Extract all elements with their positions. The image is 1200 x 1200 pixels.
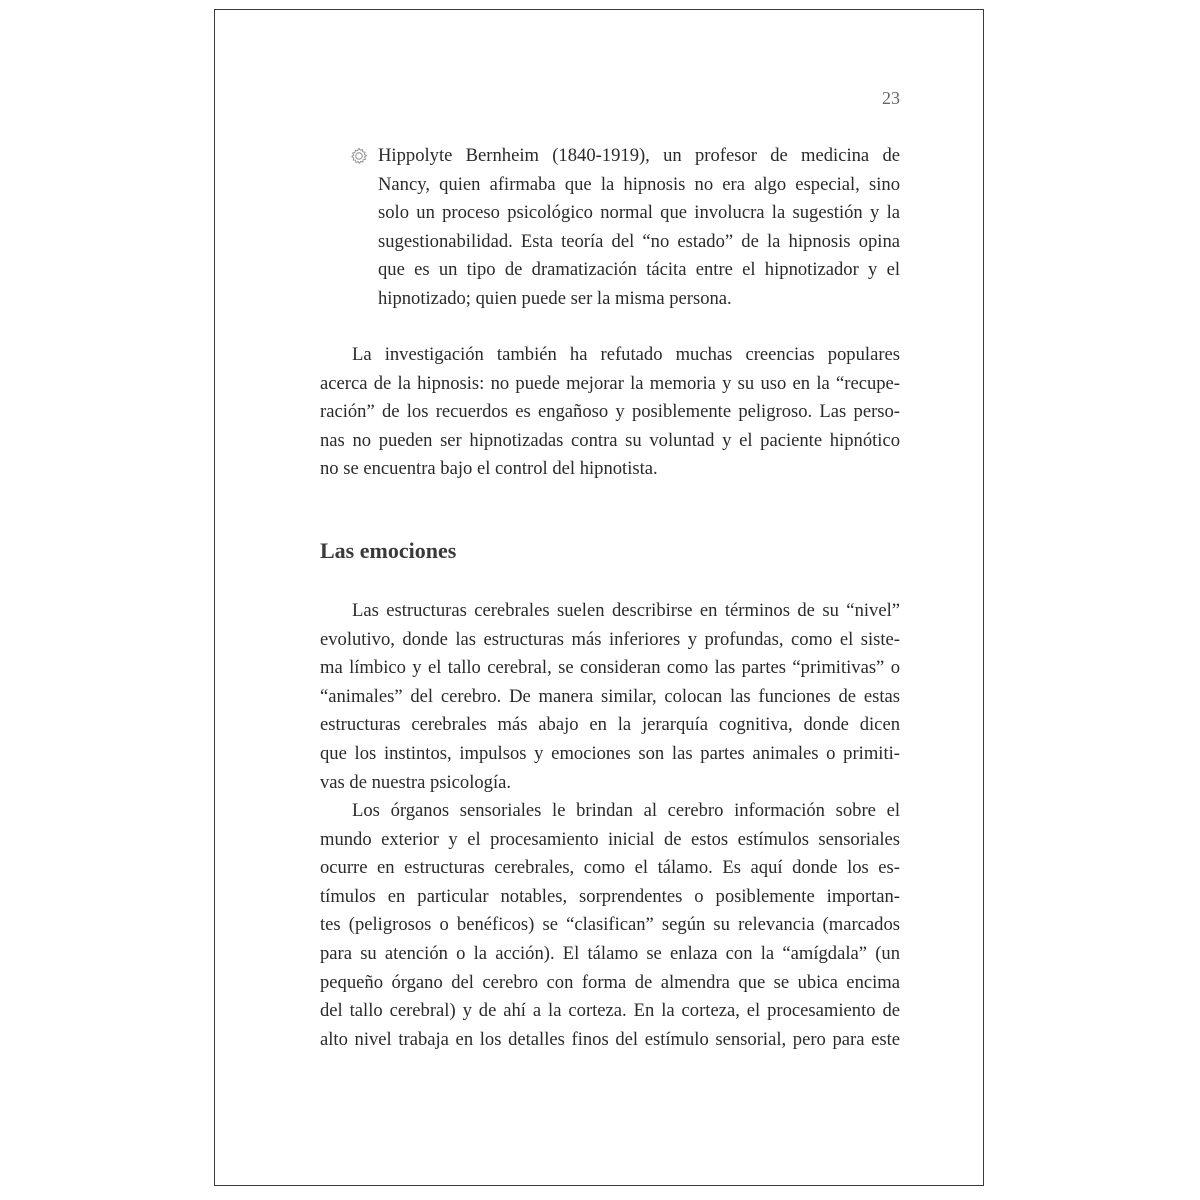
text-line: La investigación también ha refutado muchas creencias populares <box>352 344 900 365</box>
text-line: pequeño órgano del cerebro con forma de almendra que se ubica encima <box>320 971 900 993</box>
text-line: para su atención o la acción). El tálamo se enlaza con la “amígdala” (un <box>320 942 900 964</box>
text-line: tímulos en particular notables, sorprendentes o posiblemente importan- <box>320 885 900 907</box>
paragraph-hypnosis-research <box>320 341 900 484</box>
page-number: 23 <box>882 88 900 108</box>
text-line: hipnotizado; quien puede ser la misma persona. <box>378 287 732 309</box>
text-line: estructuras cerebrales más abajo en la jerarquía cognitiva, donde dicen <box>320 714 900 736</box>
text-line: “animales” del cerebro. De manera similar, colocan las funciones de estas <box>320 685 900 707</box>
text-line: acerca de la hipnosis: no puede mejorar la memoria y su uso en la “recupe- <box>320 372 900 394</box>
text-line: vas de nuestra psicología. <box>320 771 512 793</box>
text-line: tes (peligrosos o benéficos) se “clasifican” según su relevancia (marcados <box>320 914 900 936</box>
text-line: sugestionabilidad. Esta teoría del “no estado” de la hipnosis opina <box>378 230 900 252</box>
gear-bullet-icon <box>350 147 368 165</box>
text-line: mundo exterior y el procesamiento inicial de estos estímulos sensoriales <box>320 828 900 850</box>
text-line: Nancy, quien afirmaba que la hipnosis no era algo especial, sino <box>378 173 900 195</box>
text-line: Los órganos sensoriales le brindan al cerebro información sobre el <box>352 800 900 821</box>
text-line: evolutivo, donde las estructuras más inferiores y profundas, como el siste- <box>320 628 900 650</box>
text-line: Las estructuras cerebrales suelen describirse en términos de su “nivel” <box>352 600 900 621</box>
text-line: nas no pueden ser hipnotizadas contra su voluntad y el paciente hipnótico <box>320 429 900 451</box>
text-line: Hippolyte Bernheim (1840-1919), un profesor de medicina de <box>378 145 900 166</box>
text-line: ración” de los recuerdos es engañoso y posiblemente peligroso. Las perso- <box>320 401 900 423</box>
text-line: no se encuentra bajo el control del hipnotista. <box>320 458 658 480</box>
paragraph-brain-structures <box>320 597 900 797</box>
text-line: que es un tipo de dramatización tácita entre el hipnotizador y el <box>378 259 900 281</box>
text-line: ocurre en estructuras cerebrales, como el tálamo. Es aquí donde los es- <box>320 857 900 879</box>
text-line: alto nivel trabaja en los detalles finos del estímulo sensorial, pero para este <box>320 1028 900 1050</box>
text-line: solo un proceso psicológico normal que involucra la sugestión y la <box>378 202 900 224</box>
text-line: que los instintos, impulsos y emociones son las partes animales o primiti- <box>320 742 900 764</box>
text-line: del tallo cerebral) y de ahí a la corteza. En la corteza, el procesamiento de <box>320 1000 900 1022</box>
text-line: ma límbico y el tallo cerebral, se consideran como las partes “primitivas” o <box>320 657 900 679</box>
section-heading: Las emociones <box>320 538 457 563</box>
paragraph-sensory-organs <box>320 797 900 1054</box>
bullet-item-bernheim <box>378 142 900 314</box>
